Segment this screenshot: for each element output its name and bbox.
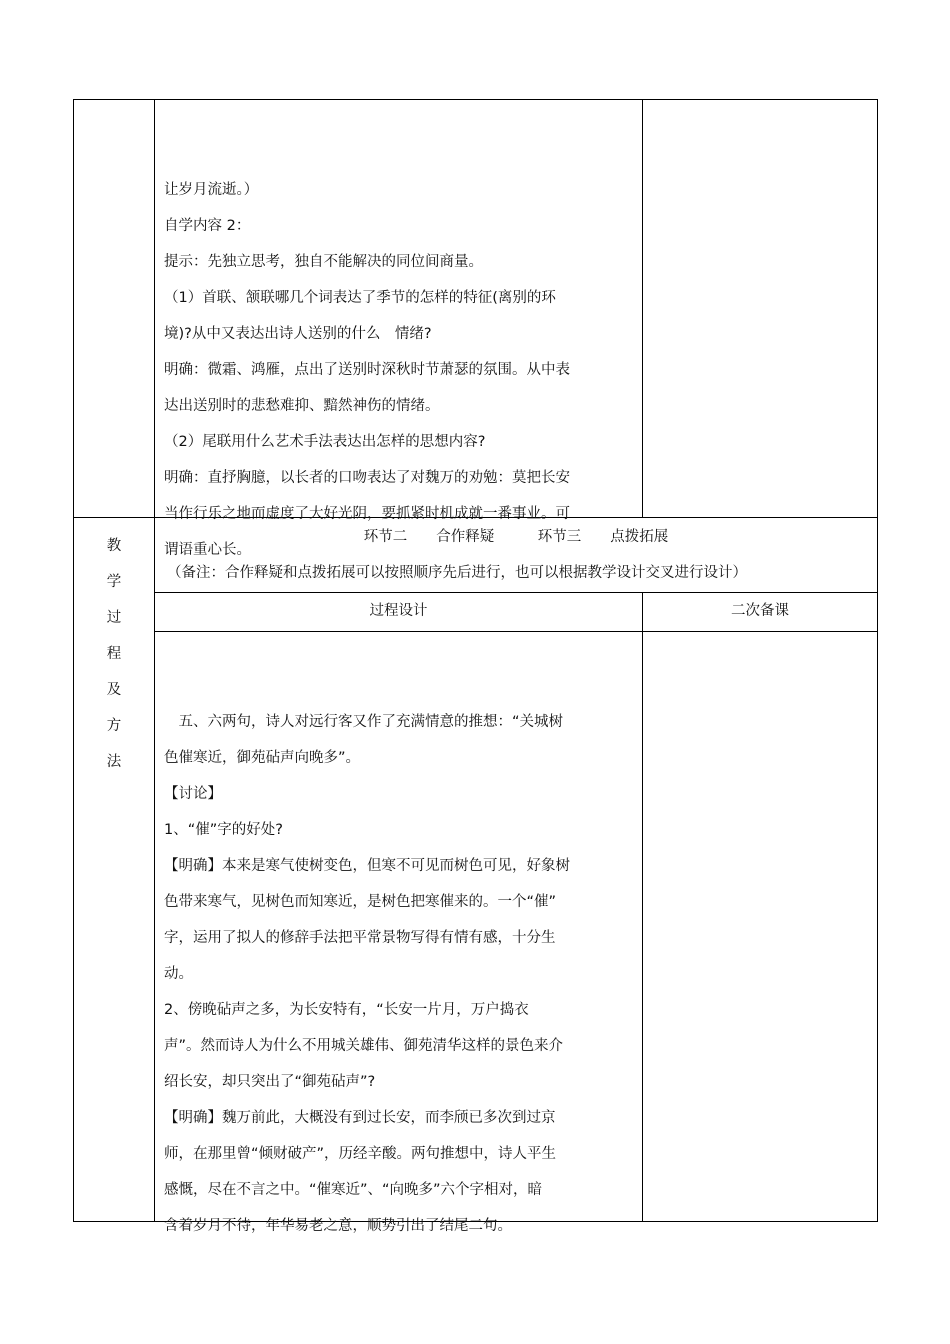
top-content-line: 明确：直抒胸臆，以长者的口吻表达了对魏万的劝勉：莫把长安 xyxy=(164,470,570,486)
bottom-content-line: 含着岁月不待，年华易老之意，顺势引出了结尾二句。 xyxy=(164,1218,512,1234)
bottom-content-line: 【明确】魏万前此，大概没有到过长安，而李颀已多次到过京 xyxy=(164,1110,556,1126)
bottom-content-line: 色催寒近，御苑砧声向晚多”。 xyxy=(164,750,361,766)
top-content-line: 境)?从中又表达出诗人送别的什么 情绪? xyxy=(164,326,432,342)
top-content-line: 达出送别时的悲愁难抑、黯然神伤的情绪。 xyxy=(164,398,440,414)
side-label-char: 学 xyxy=(106,574,122,590)
top-content-line: 明确：微霜、鸿雁，点出了送别时深秋时节萧瑟的氛围。从中表 xyxy=(164,362,570,378)
side-label-char: 程 xyxy=(106,646,122,662)
side-label xyxy=(107,528,122,780)
section-title: 环节二 合作释疑 环节三 点拨拓展 xyxy=(363,529,669,545)
top-secondary-cell xyxy=(643,100,878,518)
section-header-cell xyxy=(155,518,878,593)
side-label-char: 及 xyxy=(106,682,122,698)
top-content-line: 让岁月流逝。） xyxy=(164,182,259,198)
top-content-lines xyxy=(164,172,634,568)
bottom-content-line: 声”。然而诗人为什么不用城关雄伟、御苑清华这样的景色来介 xyxy=(164,1038,564,1054)
bottom-content-line: 色带来寒气，见树色而知寒近，是树色把寒催来的。一个“催” xyxy=(164,894,557,910)
top-content-line: 提示：先独立思考，独自不能解决的同位间商量。 xyxy=(164,254,483,270)
process-header-cell xyxy=(155,593,643,632)
side-label-char: 教 xyxy=(106,538,122,554)
bottom-content-line: 2、傍晚砧声之多，为长安特有，“长安一片月，万户捣衣 xyxy=(164,1002,529,1018)
bottom-content-line: 感慨，尽在不言之中。“催寒近”、“向晚多”六个字相对，暗 xyxy=(164,1182,543,1198)
bottom-content-line: 师，在那里曾“倾财破产”，历经辛酸。两句推想中，诗人平生 xyxy=(164,1146,557,1162)
section-note: （备注：合作释疑和点拨拓展可以按照顺序先后进行，也可以根据教学设计交叉进行设计） xyxy=(167,565,747,581)
top-content-line: 当作行乐之地而虚度了大好光阴，要抓紧时机成就一番事业。可 xyxy=(164,506,570,522)
top-content-line: 谓语重心长。 xyxy=(164,542,251,558)
bottom-content-line: 1、“催”字的好处? xyxy=(164,822,283,838)
side-label-char: 法 xyxy=(106,754,122,770)
top-content-line: （1）首联、颔联哪几个词表达了季节的怎样的特征(离别的环 xyxy=(164,290,556,306)
bottom-content-line: 五、六两句，诗人对远行客又作了充满情意的推想：“关城树 xyxy=(164,714,564,730)
left-blank-cell-top xyxy=(74,100,155,518)
bottom-content-line: 【明确】本来是寒气使树变色，但寒不可见而树色可见，好象树 xyxy=(164,858,570,874)
secondary-header: 二次备课 xyxy=(731,603,789,619)
process-header: 过程设计 xyxy=(369,603,428,619)
bottom-content-line: 绍长安，却只突出了“御苑砧声”? xyxy=(164,1074,376,1090)
bottom-content-line: 字，运用了拟人的修辞手法把平常景物写得有情有感，十分生 xyxy=(164,930,556,946)
bottom-content-line: 【讨论】 xyxy=(164,786,222,802)
top-content-line: （2）尾联用什么艺术手法表达出怎样的思想内容? xyxy=(164,434,486,450)
side-label-cell xyxy=(74,518,155,1222)
secondary-header-cell xyxy=(643,593,878,632)
bottom-secondary-cell xyxy=(643,632,878,1222)
side-label-char: 方 xyxy=(106,718,122,734)
bottom-content-line: 动。 xyxy=(164,966,193,982)
bottom-content-lines xyxy=(164,704,634,1244)
side-label-char: 过 xyxy=(106,610,122,626)
lesson-plan-table xyxy=(73,99,878,1234)
top-content-line: 自学内容 2： xyxy=(164,218,251,234)
bottom-content-cell xyxy=(155,632,643,1234)
